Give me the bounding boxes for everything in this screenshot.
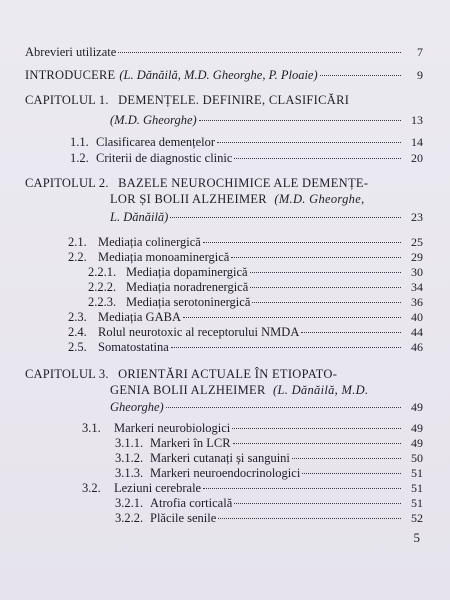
toc-entry-abrevieri (25, 45, 423, 59)
toc-page-number: 36 (411, 295, 423, 309)
leader-dots (199, 120, 401, 121)
toc-page-number: 51 (411, 466, 423, 480)
toc-page-number: 49 (411, 400, 423, 414)
section-label: Markeri neurobiologici (114, 421, 231, 435)
section-label: Mediația noradrenergică (126, 280, 249, 294)
chapter-2-heading (25, 176, 368, 190)
toc-page-number: 25 (411, 235, 423, 249)
chapter-2-authors-line (110, 210, 423, 224)
toc-entry-3-1 (82, 421, 423, 435)
section-number: 2.2.3. (88, 295, 117, 309)
chapter-authors: L. Dănăilă) (110, 210, 169, 224)
toc-entry-2-2-3 (88, 295, 423, 309)
toc-page-number: 49 (411, 436, 423, 450)
leader-dots (218, 518, 401, 519)
section-number: 2.5. (68, 340, 87, 354)
section-number: 2.2.2. (88, 280, 117, 294)
toc-page-number: 7 (417, 45, 423, 59)
toc-entry-2-2-1 (88, 265, 423, 279)
leader-dots (234, 503, 401, 504)
toc-page-number: 14 (411, 135, 423, 149)
leader-dots (292, 458, 401, 459)
section-label: Plăcile senile (150, 511, 217, 525)
section-label: Clasificarea demențelor (96, 135, 216, 149)
section-label: Mediația monoaminergică (98, 250, 230, 264)
section-number: 2.3. (68, 310, 87, 324)
chapter-1-authors-line (110, 113, 423, 127)
toc-entry-3-1-2 (115, 451, 423, 465)
toc-page-number: 50 (411, 451, 423, 465)
toc-entry-2-3 (68, 310, 423, 324)
toc-page-number: 34 (411, 280, 423, 294)
leader-dots (252, 302, 401, 303)
toc-entry-3-2 (82, 481, 423, 495)
leader-dots (233, 443, 401, 444)
page-number: 5 (413, 530, 420, 545)
leader-dots (232, 428, 401, 429)
chapter-authors: Gheorghe) (110, 400, 164, 414)
chapter-authors: (M.D. Gheorghe, (274, 192, 365, 206)
chapter-number: CAPITOLUL 2. (25, 176, 109, 190)
section-label: Mediația colinergică (98, 235, 201, 249)
toc-page-number: 29 (411, 250, 423, 264)
toc-entry-2-2-2 (88, 280, 423, 294)
toc-page-number: 51 (411, 496, 423, 510)
toc-entry-introducere (25, 68, 423, 82)
toc-page-number: 9 (417, 68, 423, 82)
toc-page-number: 40 (411, 310, 423, 324)
chapter-title: ORIENTĂRI ACTUALE ÎN ETIOPATO- (118, 367, 338, 381)
leader-dots (301, 332, 401, 333)
section-label: Somatostatina (98, 340, 169, 354)
leader-dots (170, 217, 401, 218)
toc-entry-2-5 (68, 340, 423, 354)
leader-dots (203, 242, 401, 243)
section-label: Mediația GABA (98, 310, 181, 324)
section-label: Markeri în LCR (150, 436, 231, 450)
section-number: 2.2.1. (88, 265, 117, 279)
chapter-number: CAPITOLUL 3. (25, 367, 109, 381)
chapter-title: GENIA BOLII ALZHEIMER (110, 383, 266, 397)
leader-dots (231, 257, 401, 258)
leader-dots (302, 473, 401, 474)
leader-dots (203, 488, 401, 489)
section-label: Criterii de diagnostic clinic (96, 151, 233, 165)
toc-entry-3-2-1 (115, 496, 423, 510)
section-number: 2.4. (68, 325, 87, 339)
section-number: 3.2. (82, 481, 101, 495)
toc-page-number: 51 (411, 481, 423, 495)
chapter-2-heading-cont (110, 192, 365, 206)
toc-entry-3-2-2 (115, 511, 423, 525)
toc-page-number: 44 (411, 325, 423, 339)
leader-dots (250, 287, 401, 288)
section-number: 1.2. (70, 151, 89, 165)
toc-entry-3-1-3 (115, 466, 423, 480)
chapter-title: LOR ȘI BOLII ALZHEIMER (110, 192, 267, 206)
leader-dots (320, 75, 401, 76)
toc-page-number: 30 (411, 265, 423, 279)
section-number: 1.1. (70, 135, 89, 149)
chapter-3-authors-line (110, 400, 423, 414)
section-number: 3.2.2. (115, 511, 144, 525)
section-number: 3.1. (82, 421, 101, 435)
toc-page-number: 49 (411, 421, 423, 435)
toc-entry-2-4 (68, 325, 423, 339)
toc-entry-1-2 (70, 151, 423, 165)
section-number: 3.2.1. (115, 496, 144, 510)
chapter-authors: (M.D. Gheorghe) (110, 113, 197, 127)
leader-dots (118, 52, 401, 53)
chapter-title: DEMENȚELE. DEFINIRE, CLASIFICĂRI (118, 93, 350, 107)
toc-entry-label: Abrevieri utilizate (25, 45, 117, 59)
toc-page-number: 52 (411, 511, 423, 525)
chapter-3-heading-cont (110, 383, 368, 397)
section-label: Mediația serotoninergică (126, 295, 251, 309)
toc-entry-authors: (L. Dănăilă, M.D. Gheorghe, P. Ploaie) (119, 68, 318, 82)
toc-entry-2-2 (68, 250, 423, 264)
leader-dots (171, 347, 401, 348)
chapter-1-heading (25, 93, 349, 107)
chapter-authors: (L. Dănăilă, M.D. (273, 383, 369, 397)
toc-entry-label: INTRODUCERE (25, 68, 116, 82)
section-label: Rolul neurotoxic al receptorului NMDA (98, 325, 300, 339)
leader-dots (250, 272, 401, 273)
section-number: 2.1. (68, 235, 87, 249)
section-label: Atrofia corticală (150, 496, 233, 510)
toc-entry-2-1 (68, 235, 423, 249)
section-number: 2.2. (68, 250, 87, 264)
leader-dots (217, 142, 401, 143)
chapter-title: BAZELE NEUROCHIMICE ALE DEMENȚE- (118, 176, 369, 190)
chapter-3-heading (25, 367, 337, 381)
toc-page-number: 20 (411, 151, 423, 165)
toc-page-number: 23 (411, 210, 423, 224)
leader-dots (183, 317, 401, 318)
toc-entry-3-1-1 (115, 436, 423, 450)
section-number: 3.1.2. (115, 451, 144, 465)
section-number: 3.1.1. (115, 436, 144, 450)
section-number: 3.1.3. (115, 466, 144, 480)
chapter-number: CAPITOLUL 1. (25, 93, 109, 107)
toc-page-number: 46 (411, 340, 423, 354)
toc-entry-1-1 (70, 135, 423, 149)
section-label: Markeri neuroendocrinologici (150, 466, 301, 480)
section-label: Leziuni cerebrale (114, 481, 202, 495)
section-label: Mediația dopaminergică (126, 265, 248, 279)
leader-dots (234, 158, 401, 159)
toc-page-number: 13 (411, 113, 423, 127)
leader-dots (166, 407, 401, 408)
section-label: Markeri cutanați și sanguini (150, 451, 290, 465)
